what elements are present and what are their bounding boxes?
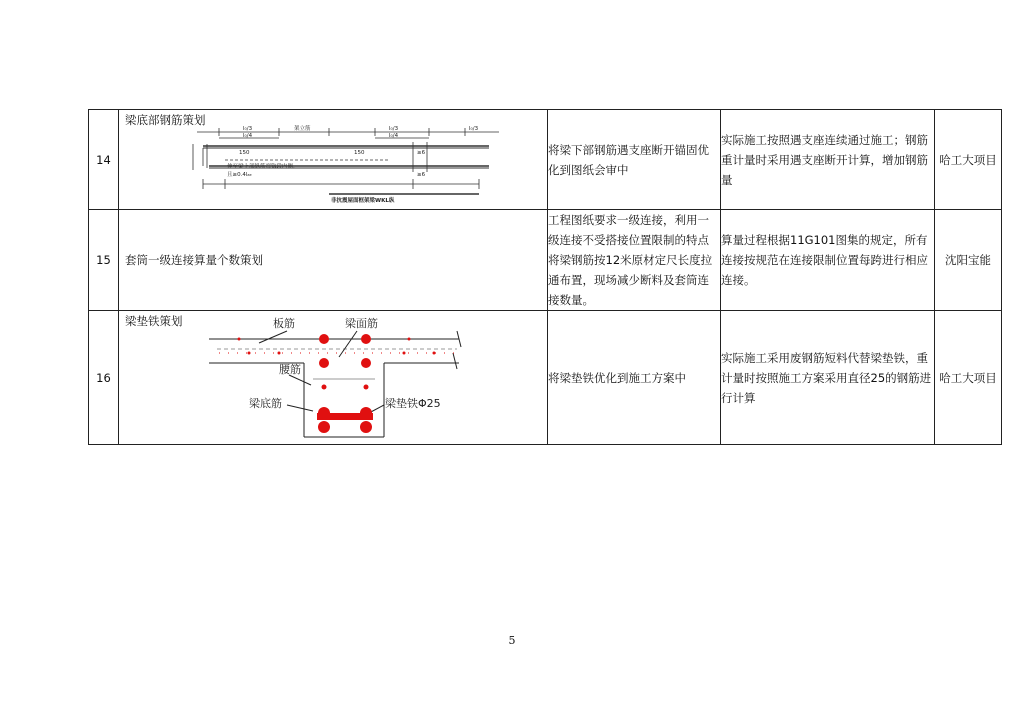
note-text: 且≥0.4lₐₑ [227,172,252,178]
optimization-cell: 将梁下部钢筋遇支座断开锚固优化到图纸会审中 [548,110,721,210]
dim-label: l₀/3 [243,126,253,132]
dim-label: 架立筋 [294,126,311,132]
row-number: 14 [89,110,119,210]
drawing-caption: 非抗震屋面框架梁WKL纵 [331,198,395,204]
label-board-rebar: 板筋 [273,317,295,330]
actual-cell: 算量过程根据11G101图集的规定，所有连接按规范在连接限制位置每跨进行相应连接。 [721,210,935,311]
dim-label: l₀/4 [389,133,399,139]
table-row [89,311,1002,445]
actual-cell: 实际施工采用废钢筋短料代替梁垫铁，重计量时按照施工方案采用直径25的钢筋进行计算 [721,311,935,445]
optimization-cell: 将梁垫铁优化到施工方案中 [548,311,721,445]
dim-label: ≥6 [417,172,426,178]
plan-table [88,109,1002,445]
actual-cell: 实际施工按照遇支座连续通过施工；钢筋重计量时采用遇支座断开计算，增加钢筋量 [721,110,935,210]
project-cell: 沈阳宝能 [935,210,1002,311]
table-row [89,210,1002,311]
plan-title: 套筒一级连接算量个数策划 [125,253,263,267]
label-pad-iron: 梁垫铁Φ25 [385,397,441,410]
label-waist-rebar: 腰筋 [279,363,301,376]
dim-label: l₀/4 [243,133,253,139]
plan-cell [119,311,548,445]
project-cell: 哈工大项目 [935,110,1002,210]
dim-label: l₀/3 [469,126,479,132]
row-number: 15 [89,210,119,311]
label-top-rebar: 梁面筋 [345,317,378,330]
plan-cell [119,110,548,210]
dim-label: ≥6 [417,150,426,156]
note-text: 伸至梁上部纵筋弯钩段内侧, [227,164,295,170]
beam-pad-drawing [209,313,465,441]
plan-title: 梁底部钢筋策划 [125,113,206,127]
page-number: 5 [508,634,516,647]
label-bottom-rebar: 梁底筋 [249,397,282,410]
row-number: 16 [89,311,119,445]
table-row [89,110,1002,210]
dim-label: l₀/3 [389,126,399,132]
project-cell: 哈工大项目 [935,311,1002,445]
optimization-cell: 工程图纸要求一级连接，利用一级连接不受搭接位置限制的特点将梁钢筋按12米原材定尺长度拉通布置，现场减少断料及套筒连接数量。 [548,210,721,311]
dim-label: 150 [354,150,365,156]
plan-cell [119,210,548,311]
dim-label: 150 [239,150,250,156]
beam-bottom-rebar-drawing [179,124,499,206]
plan-title: 梁垫铁策划 [125,314,183,328]
